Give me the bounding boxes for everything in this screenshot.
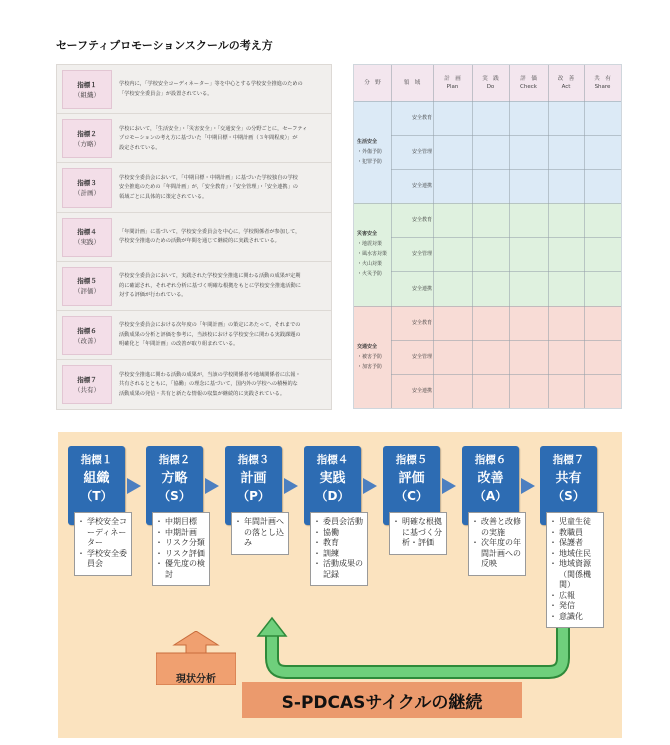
- matrix-header-cell: [509, 65, 548, 101]
- indicator-number: 指標４: [77, 228, 97, 237]
- column-divider: [548, 65, 549, 408]
- field-label: 安全連携: [411, 387, 432, 394]
- step-detail-item: ・ 教職員: [558, 528, 600, 539]
- indicator-heading: [62, 168, 112, 207]
- description-line: 設定されている。: [119, 144, 161, 151]
- field-label: 安全連携: [411, 285, 432, 292]
- step-letter: （T）: [80, 489, 113, 503]
- column-divider: [433, 65, 434, 408]
- description-line: 学校安全推進のための活動が年間を通じて継続的に実践されている。: [119, 238, 280, 245]
- description-line: 活動成果の分析と評価を参考に，当該校における学校安全に関わる実践課題の: [119, 331, 301, 338]
- matrix-header-cell: [391, 65, 433, 101]
- description-line: 学校において，「生活安全」・「災害安全」・「交通安全」の分野ごとに，セーフティ: [119, 125, 308, 132]
- step-detail-list: [550, 517, 600, 622]
- indicator-description: [119, 311, 324, 360]
- step-letter: （S）: [552, 489, 585, 503]
- description-line: 共有されるとともに，「協働」の理念に基づいて，国内外の学校への積極的な: [119, 381, 298, 388]
- step-detail-list: [156, 517, 206, 580]
- step-detail-item: ・ 発信: [558, 601, 600, 612]
- step-detail-item: ・ 中期計画: [164, 528, 206, 539]
- description-line: 安全推進のための「年間計画」が，「安全教育」・「安全管理」・「安全連携」の: [119, 184, 298, 191]
- indicator-row: [57, 262, 331, 311]
- description-line: 活動成果の発信・共有と新たな情報の収集が継続的に実践されている。: [119, 390, 286, 397]
- spdcas-diagram: [58, 432, 622, 738]
- indicator-number: 指標５: [77, 277, 97, 286]
- area-title: 生活安全: [357, 139, 378, 146]
- flow-arrow: [127, 478, 141, 494]
- header-top: 計 画: [444, 76, 461, 82]
- step-detail-item: ・ 明確な根拠に基づく分析・評価: [401, 517, 443, 549]
- step-name: 共有: [555, 471, 582, 486]
- area-sub: ・被害予防: [357, 353, 383, 360]
- flow-arrow: [442, 478, 456, 494]
- matrix-header-cell: [354, 65, 391, 101]
- step-detail-item: ・ 委員会活動: [322, 517, 364, 528]
- description-line: 対する評価が行われている。: [119, 292, 187, 299]
- step-number: 指標５: [395, 454, 428, 466]
- field-label: 安全管理: [411, 251, 432, 258]
- step-letter: （C）: [395, 489, 428, 503]
- step-name: 組織: [83, 471, 110, 486]
- step-detail-item: ・ 中期目標: [164, 517, 206, 528]
- description-line: 学校安全委員会において，「中期目標・中期計画」に基づいた学校独自の学校: [119, 174, 298, 181]
- area-title: 交通安全: [357, 343, 378, 350]
- step-name: 方略: [161, 471, 188, 486]
- step-detail-box: [389, 512, 447, 555]
- description-line: 明確化と「年間計画」の改善が取り組まれている。: [119, 341, 239, 348]
- step-letter: （D）: [315, 489, 350, 503]
- area-label: [357, 137, 401, 167]
- description-line: 学校安全推進に関わる活動の成果が，当該の学校関係者や地域関係者に広報・: [119, 371, 301, 378]
- indicator-description: [119, 262, 324, 311]
- indicator-description-lines: [119, 80, 303, 99]
- step-detail-item: ・ リスク分類: [164, 538, 206, 549]
- indicator-description: [119, 163, 324, 212]
- area-sub: ・犯罪予防: [357, 159, 383, 166]
- field-label: 安全管理: [411, 149, 432, 156]
- indicator-description: [119, 114, 324, 163]
- step-detail-item: ・ 協働: [322, 528, 364, 539]
- column-divider: [509, 65, 510, 408]
- band-divider: [354, 203, 621, 204]
- indicator-subtitle: （改善）: [74, 336, 100, 345]
- area-sub: ・加害予防: [357, 363, 383, 370]
- indicator-row: [57, 65, 331, 114]
- step-detail-item: ・ 児童生徒: [558, 517, 600, 528]
- step-number: 指標４: [316, 454, 349, 466]
- step-letter: （P）: [237, 489, 270, 503]
- step-detail-box: [546, 512, 604, 628]
- indicator-subtitle: （組織）: [74, 90, 100, 99]
- matrix-band: [354, 101, 621, 203]
- field-label: 安全教育: [411, 217, 432, 224]
- flow-arrow: [363, 478, 377, 494]
- step-number: 指標２: [158, 454, 191, 466]
- step-number: 指標３: [237, 454, 270, 466]
- indicator-heading: [62, 267, 112, 306]
- area-sub: ・地震対策: [357, 241, 383, 248]
- flow-arrow: [205, 478, 219, 494]
- step-detail-box: [468, 512, 526, 576]
- step-detail-list: [314, 517, 364, 580]
- indicator-row: [57, 213, 331, 262]
- step-detail-item: ・ 広報: [558, 591, 600, 602]
- description-line: 学校内に，「学校安全コーディネーター」等を中心とする学校安全推進のための: [119, 81, 303, 88]
- step-number: 指標６: [474, 454, 507, 466]
- flow-arrow: [284, 478, 298, 494]
- description-line: 学校安全委員会における次年度の「年間計画」の策定にあたって，それまでの: [119, 322, 301, 329]
- column-divider: [472, 65, 473, 408]
- indicator-heading: [62, 119, 112, 158]
- indicator-number: 指標７: [77, 375, 97, 384]
- area-sub: ・火山対策: [357, 261, 383, 268]
- step-detail-list: [78, 517, 128, 570]
- row-divider: [391, 237, 621, 238]
- header-top: 改 善: [557, 76, 575, 82]
- indicator-row: [57, 311, 331, 360]
- column-divider: [391, 65, 392, 408]
- indicator-subtitle: （実践）: [74, 238, 100, 247]
- step-detail-item: ・ 年間計画への落とし込み: [243, 517, 285, 549]
- description-line: 「年間計画」に基づいて，学校安全委員会を中心に，学校関係者が参加して，: [119, 228, 301, 235]
- step-detail-item: ・ 学校安全コーディネーター: [86, 517, 128, 549]
- step-detail-item: ・ 改善と改修の実施: [480, 517, 522, 538]
- matrix-header-cell: [548, 65, 584, 101]
- step-detail-item: ・ 教育: [322, 538, 364, 549]
- description-line: 学校安全委員会において，実践された学校安全推進に関わる活動の成果が定期: [119, 273, 301, 280]
- indicator-row: [57, 163, 331, 212]
- step-detail-item: ・ 意識化: [558, 612, 600, 623]
- step-letter: （A）: [473, 489, 508, 503]
- area-title: 災害安全: [357, 231, 378, 238]
- step-detail-item: ・ 次年度の年間計画への反映: [480, 538, 522, 570]
- cycle-label: S-PDCASサイクルの継続: [242, 682, 522, 718]
- row-divider: [391, 169, 621, 170]
- header-sub: Plan: [446, 84, 459, 90]
- indicator-heading: [62, 316, 112, 355]
- indicator-description-lines: [119, 371, 301, 400]
- step-detail-box: [310, 512, 368, 586]
- indicator-subtitle: （評価）: [74, 287, 100, 296]
- indicator-description: [119, 360, 324, 409]
- band-divider: [354, 306, 621, 307]
- header-sub: Do: [486, 84, 495, 90]
- matrix-header: [354, 65, 621, 102]
- plan-matrix: [353, 64, 622, 409]
- indicator-subtitle: （計画）: [74, 188, 100, 197]
- matrix-band: [354, 203, 621, 305]
- step-detail-list: [393, 517, 443, 549]
- indicator-row: [57, 114, 331, 163]
- step-detail-box: [231, 512, 289, 555]
- step-detail-item: ・ 保護者: [558, 538, 600, 549]
- header-top: 共 有: [594, 76, 611, 82]
- row-divider: [391, 271, 621, 272]
- description-line: 領域ごとに具体的に策定されている。: [119, 193, 208, 200]
- header-top: 実 践: [482, 76, 499, 82]
- indicator-number: 指標２: [77, 129, 97, 138]
- step-number: 指標１: [80, 454, 113, 466]
- column-divider: [584, 65, 585, 408]
- step-detail-list: [472, 517, 522, 570]
- field-label: 安全教育: [411, 319, 432, 326]
- step-name: 改善: [477, 471, 504, 486]
- indicator-number: 指標６: [77, 326, 97, 335]
- area-sub: ・外傷予防: [357, 149, 383, 156]
- indicator-description: [119, 65, 324, 114]
- indicator-number: 指標１: [77, 80, 97, 89]
- indicator-row: [57, 360, 331, 409]
- matrix-header-cell: [433, 65, 472, 101]
- step-detail-item: ・ 活動成果の記録: [322, 559, 364, 580]
- header-top: 領 域: [403, 80, 421, 86]
- step-name: 計画: [240, 471, 267, 486]
- header-sub: Share: [594, 84, 611, 90]
- indicator-description-lines: [119, 321, 301, 350]
- step-detail-item: ・ 優先度の検討: [164, 559, 206, 580]
- step-detail-box: [74, 512, 132, 576]
- header-sub: Check: [520, 84, 537, 90]
- indicator-description-lines: [119, 272, 301, 301]
- area-sub: ・火災予防: [357, 271, 383, 278]
- row-divider: [391, 340, 621, 341]
- step-detail-item: ・ 地域住民: [558, 549, 600, 560]
- indicator-subtitle: （方略）: [74, 139, 100, 148]
- indicator-heading: [62, 218, 112, 257]
- page-title: セーフティプロモーションスクールの考え方: [56, 39, 273, 52]
- matrix-header-cell: [472, 65, 509, 101]
- indicator-description: [119, 213, 324, 262]
- indicator-number: 指標３: [77, 178, 97, 187]
- matrix-header-cell: [584, 65, 621, 101]
- analysis-label: 現状分析: [176, 674, 216, 685]
- step-number: 指標７: [552, 454, 585, 466]
- indicator-description-lines: [119, 228, 300, 247]
- step-letter: （S）: [158, 489, 191, 503]
- field-label: 安全連携: [411, 183, 432, 190]
- indicator-description-lines: [119, 174, 298, 203]
- step-detail-list: [235, 517, 285, 549]
- indicator-description-lines: [119, 125, 307, 154]
- header-sub: Act: [561, 84, 571, 90]
- header-top: 分 野: [364, 80, 381, 86]
- area-label: [357, 342, 401, 372]
- step-detail-item: ・ 地域資源（関係機関）: [558, 559, 600, 591]
- header-top: 評 価: [520, 76, 537, 82]
- indicator-table: [56, 64, 332, 410]
- step-detail-item: ・ 学校安全委員会: [86, 549, 128, 570]
- description-line: 的に確認され，それぞれ分析に基づく明確な根拠をもとに学校安全推進活動に: [119, 282, 301, 289]
- flow-arrow: [521, 478, 535, 494]
- description-line: プロモーションの考え方に基づいた「中期目標・中期計画（３年間程度）」が: [119, 135, 298, 142]
- area-sub: ・風水害対策: [357, 251, 388, 258]
- indicator-subtitle: （共有）: [74, 385, 100, 394]
- step-name: 評価: [398, 471, 425, 486]
- row-divider: [391, 374, 621, 375]
- indicator-heading: [62, 70, 112, 109]
- step-name: 実践: [319, 471, 346, 486]
- matrix-band: [354, 306, 621, 408]
- row-divider: [391, 135, 621, 136]
- description-line: 「学校安全委員会」が設置されている。: [119, 90, 213, 97]
- step-detail-item: ・ リスク評価: [164, 549, 206, 560]
- field-label: 安全教育: [411, 115, 432, 122]
- indicator-heading: [62, 365, 112, 404]
- step-detail-item: ・ 訓練: [322, 549, 364, 560]
- step-detail-box: [152, 512, 210, 586]
- band-divider: [354, 101, 621, 102]
- field-label: 安全管理: [411, 353, 432, 360]
